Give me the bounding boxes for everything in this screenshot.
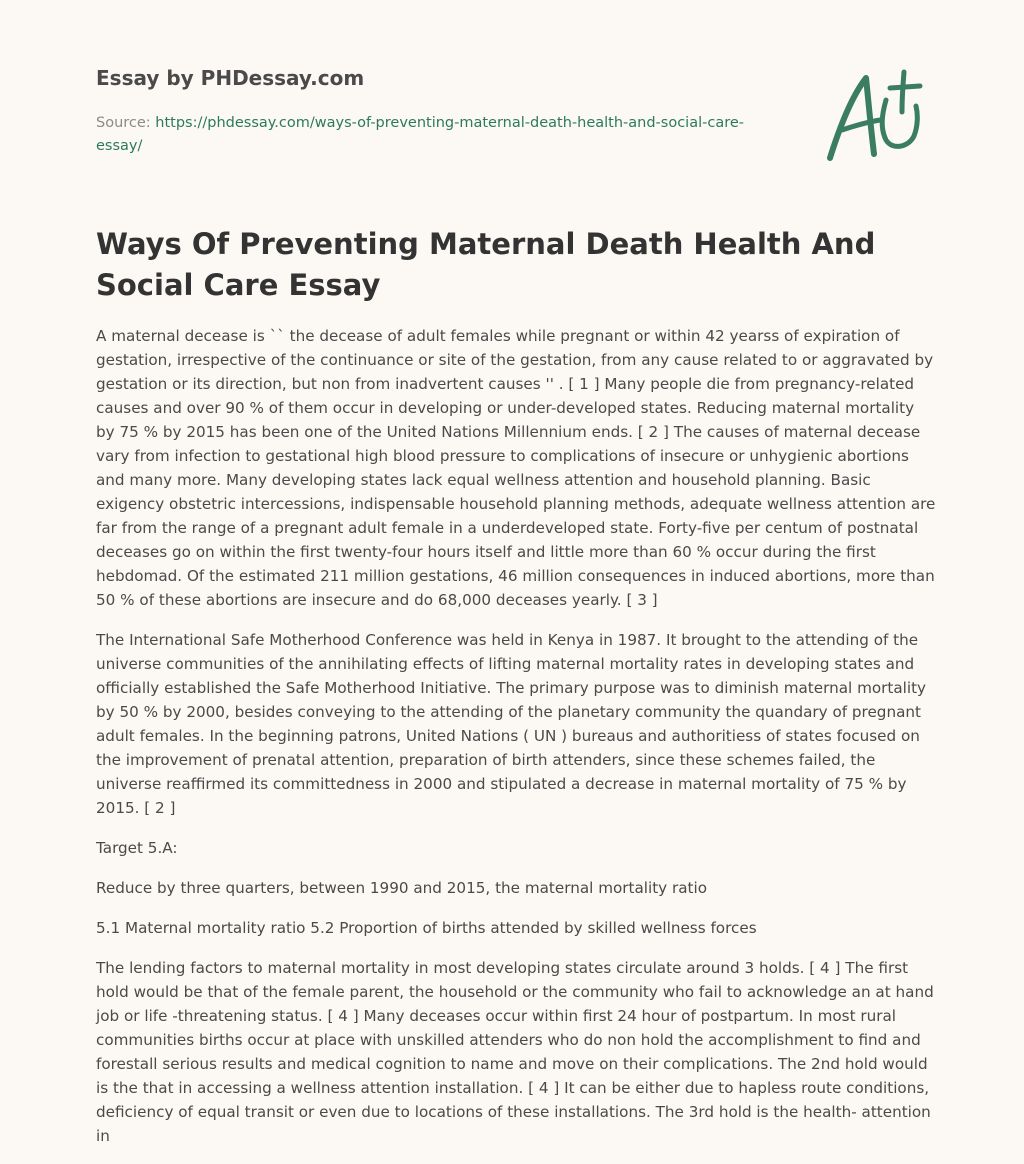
source-line	[96, 112, 756, 158]
site-brand: Essay by PHDessay.com	[96, 66, 365, 90]
paragraph: The lending factors to maternal mortality in most developing states circulate around 3 holds. [ 4 ] The first hold would be that of the female parent, the household or the community who fail to acknowledge an at hand job or life -threatening status. [ 4 ] Many deceases occur within first 24 hour of postpartum. In most rural communities births occur at place with unskilled attenders who do non hold the accomplishment to find and forestall serious results and medical cognition to name and move on their complications. The 2nd hold would is the that in accessing a wellness attention installation. [ 4 ] It can be either due to hapless route conditions, deficiency of equal transit or even due to locations of these installations. The 3rd hold is the health- attention in	[96, 959, 934, 1145]
paragraph: Reduce by three quarters, between 1990 and 2015, the maternal mortality ratio	[96, 879, 708, 897]
essay-body	[96, 324, 936, 1164]
paragraph: Target 5.A:	[96, 839, 178, 857]
paragraph: 5.1 Maternal mortality ratio 5.2 Proportion of births attended by skilled wellness forces	[96, 919, 757, 937]
source-label: Source:	[96, 115, 151, 131]
paragraph: A maternal decease is `` the decease of adult females while pregnant or within 42 yearss of expiration of gestation, irrespective of the continuance or site of the gestation, from any cause related to or aggravated by gestation or its direction, but non from inadvertent causes '' . [ 1 ] Many people die from pregnancy-related causes and over 90 % of them occur in developing or under-developed states. Reducing maternal mortality by 75 % by 2015 has been one of the United Nations Millennium ends. [ 2 ] The causes of maternal decease vary from infection to gestational high blood pressure to complications of insecure or unhygienic abortions and many more. Many developing states lack equal wellness attention and household planning. Basic exigency obstetric intercessions, indispensable household planning methods, adequate wellness attention are far from the range of a pregnant adult female in a underdeveloped state. Forty-five per centum of postnatal deceases go on within the first twenty-four hours itself and little more than 60 % occur during the first hebdomad. Of the estimated 211 million gestations, 46 million consequences in induced abortions, more than 50 % of these abortions are insecure and do 68,000 deceases yearly. [ 3 ]	[96, 327, 936, 609]
source-link[interactable]: https://phdessay.com/ways-of-preventing-maternal-death-health-and-social-care-essay/	[96, 115, 745, 154]
paragraph: The International Safe Motherhood Conference was held in Kenya in 1987. It brought to the attending of the universe communities of the annihilating effects of lifting maternal mortality rates in developing states and officially established the Safe Motherhood Initiative. The primary purpose was to diminish maternal mortality by 50 % by 2000, besides conveying to the attending of the planetary community the quandary of pregnant adult females. In the beginning patrons, United Nations ( UN ) bureaus and authoritiess of states focused on the improvement of prenatal attention, preparation of birth attenders, since these schemes failed, the universe reaffirmed its committedness in 2000 and stipulated a decrease in maternal mortality of 75 % by 2015. [ 2 ]	[96, 631, 927, 817]
essay-title: Ways Of Preventing Maternal Death Health And Social Care Essay	[96, 227, 876, 302]
a-plus-logo-icon	[820, 66, 930, 166]
page-header	[96, 66, 796, 158]
